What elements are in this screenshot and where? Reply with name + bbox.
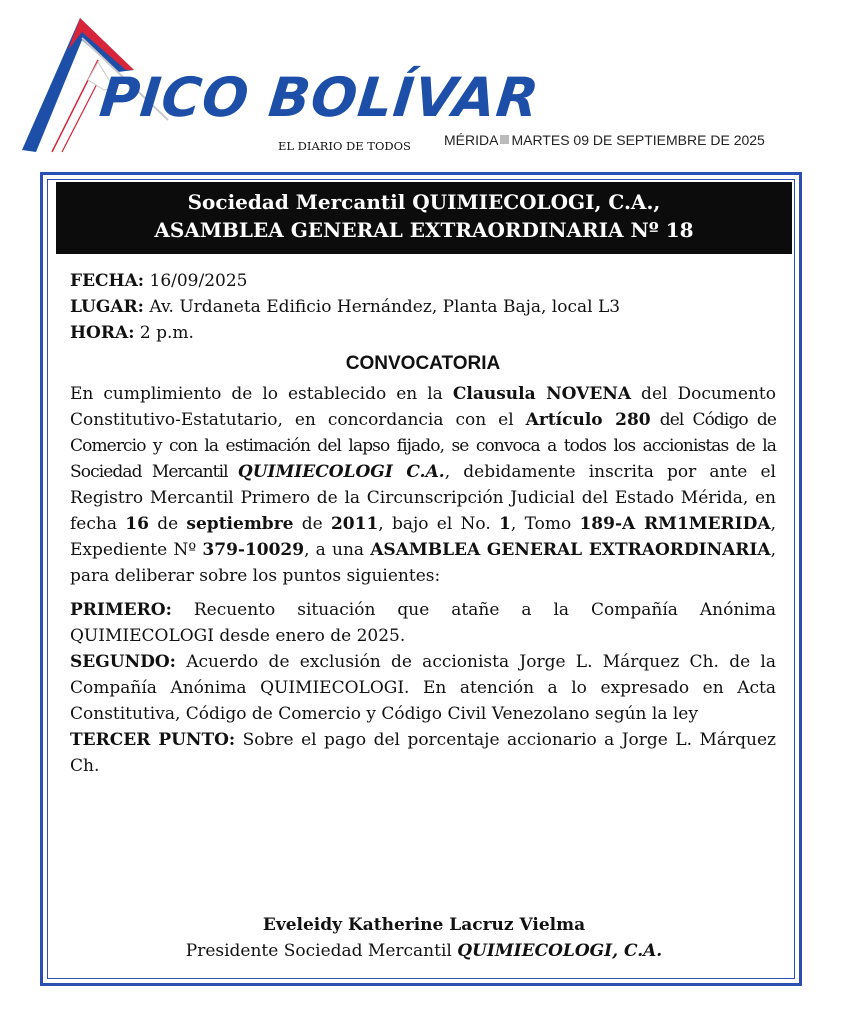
body-text: , para deliberar sobre los puntos siguientes: [70,540,776,586]
point-segundo [70,649,776,727]
body-bold: 16 [125,514,149,534]
lugar-label: LUGAR: [70,297,144,317]
body-text: En cumplimiento de lo establecido en la [70,384,453,404]
point-text: Acuerdo de exclusión de accionista Jorge L. Márquez Ch. de la Compañía Anónima QUIMIECOLOGI. En atención a lo expresado en Acta Constitutiva, Código de Comercio y Código Civil Venezolano según la ley [70,652,776,724]
point-label: SEGUNDO: [70,652,176,672]
body-bold: 379-10029 [202,540,305,560]
dateline-date: MARTES 09 DE SEPTIEMBRE DE 2025 [511,132,765,148]
point-text: Sobre el pago del porcentaje accionario a Jorge L. Márquez Ch. [70,730,776,776]
notice-title-bar [56,182,792,254]
body-bold: septiembre [186,514,294,534]
separator-square-icon [500,135,509,144]
notice-title-line2: ASAMBLEA GENERAL EXTRAORDINARIA Nº 18 [154,218,694,242]
body-text: , debidamente inscrita por ante el Registro Mercantil Primero de la Circunscripción Judicial del Estado Mérida, en fecha [70,462,776,534]
logo-tagline: EL DIARIO DE TODOS [278,139,411,153]
notice-title-line1: Sociedad Mercantil QUIMIECOLOGI, C.A., [187,190,661,214]
body-bold: Clausula NOVENA [452,384,632,404]
masthead [0,0,844,170]
point-primero [70,597,776,649]
convocatoria-body [70,381,776,589]
body-bold: 1 [499,514,511,534]
fecha-value: 16/09/2025 [144,271,248,291]
signature-company: QUIMIECOLOGI, C.A. [457,941,663,961]
point-text: Recuento situación que atañe a la Compañía Anónima QUIMIECOLOGI desde enero de 2025. [70,600,776,646]
body-text: del Código de Comercio y con la estimación del lapso fijado, se convoca a todos los accionistas de la Sociedad Mercantil [70,410,776,482]
body-text: , a una [304,540,371,560]
hora-label: HORA: [70,323,135,343]
fecha-line [70,268,776,294]
body-bold: Artículo 280 [525,410,651,430]
point-label: TERCER PUNTO: [70,730,236,750]
body-bold: ASAMBLEA GENERAL EXTRAORDINARIA [370,540,771,560]
body-text: , Tomo [510,514,580,534]
body-text: de [148,514,187,534]
signature-block [56,912,792,964]
logo-name: PICO BOLÍVAR [96,66,543,129]
lugar-value: Av. Urdaneta Edificio Hernández, Planta Baja, local L3 [143,297,621,317]
body-text: del Documento Constitutivo-Estatutario, en concordancia con el [70,384,776,430]
signature-role-line [56,938,792,964]
body-text: de [293,514,331,534]
signature-name: Eveleidy Katherine Lacruz Vielma [262,915,586,935]
fecha-label: FECHA: [70,271,145,291]
hora-value: 2 p.m. [134,323,194,343]
lugar-line [70,294,776,320]
dateline-city: MÉRIDA [444,132,499,148]
body-bold: 189-A RM1MERIDA [579,514,771,534]
notice-content [70,268,776,779]
hora-line [70,320,776,346]
point-label: PRIMERO: [70,600,172,620]
convocatoria-heading: CONVOCATORIA [345,353,501,374]
signature-role: Presidente Sociedad Mercantil [185,941,458,961]
point-tercero [70,727,776,779]
body-text: , bajo el No. [378,514,500,534]
body-bold: 2011 [330,514,379,534]
body-text: , Expediente Nº [70,514,776,560]
body-bold: QUIMIECOLOGI C.A. [237,462,445,482]
dateline [444,132,765,148]
